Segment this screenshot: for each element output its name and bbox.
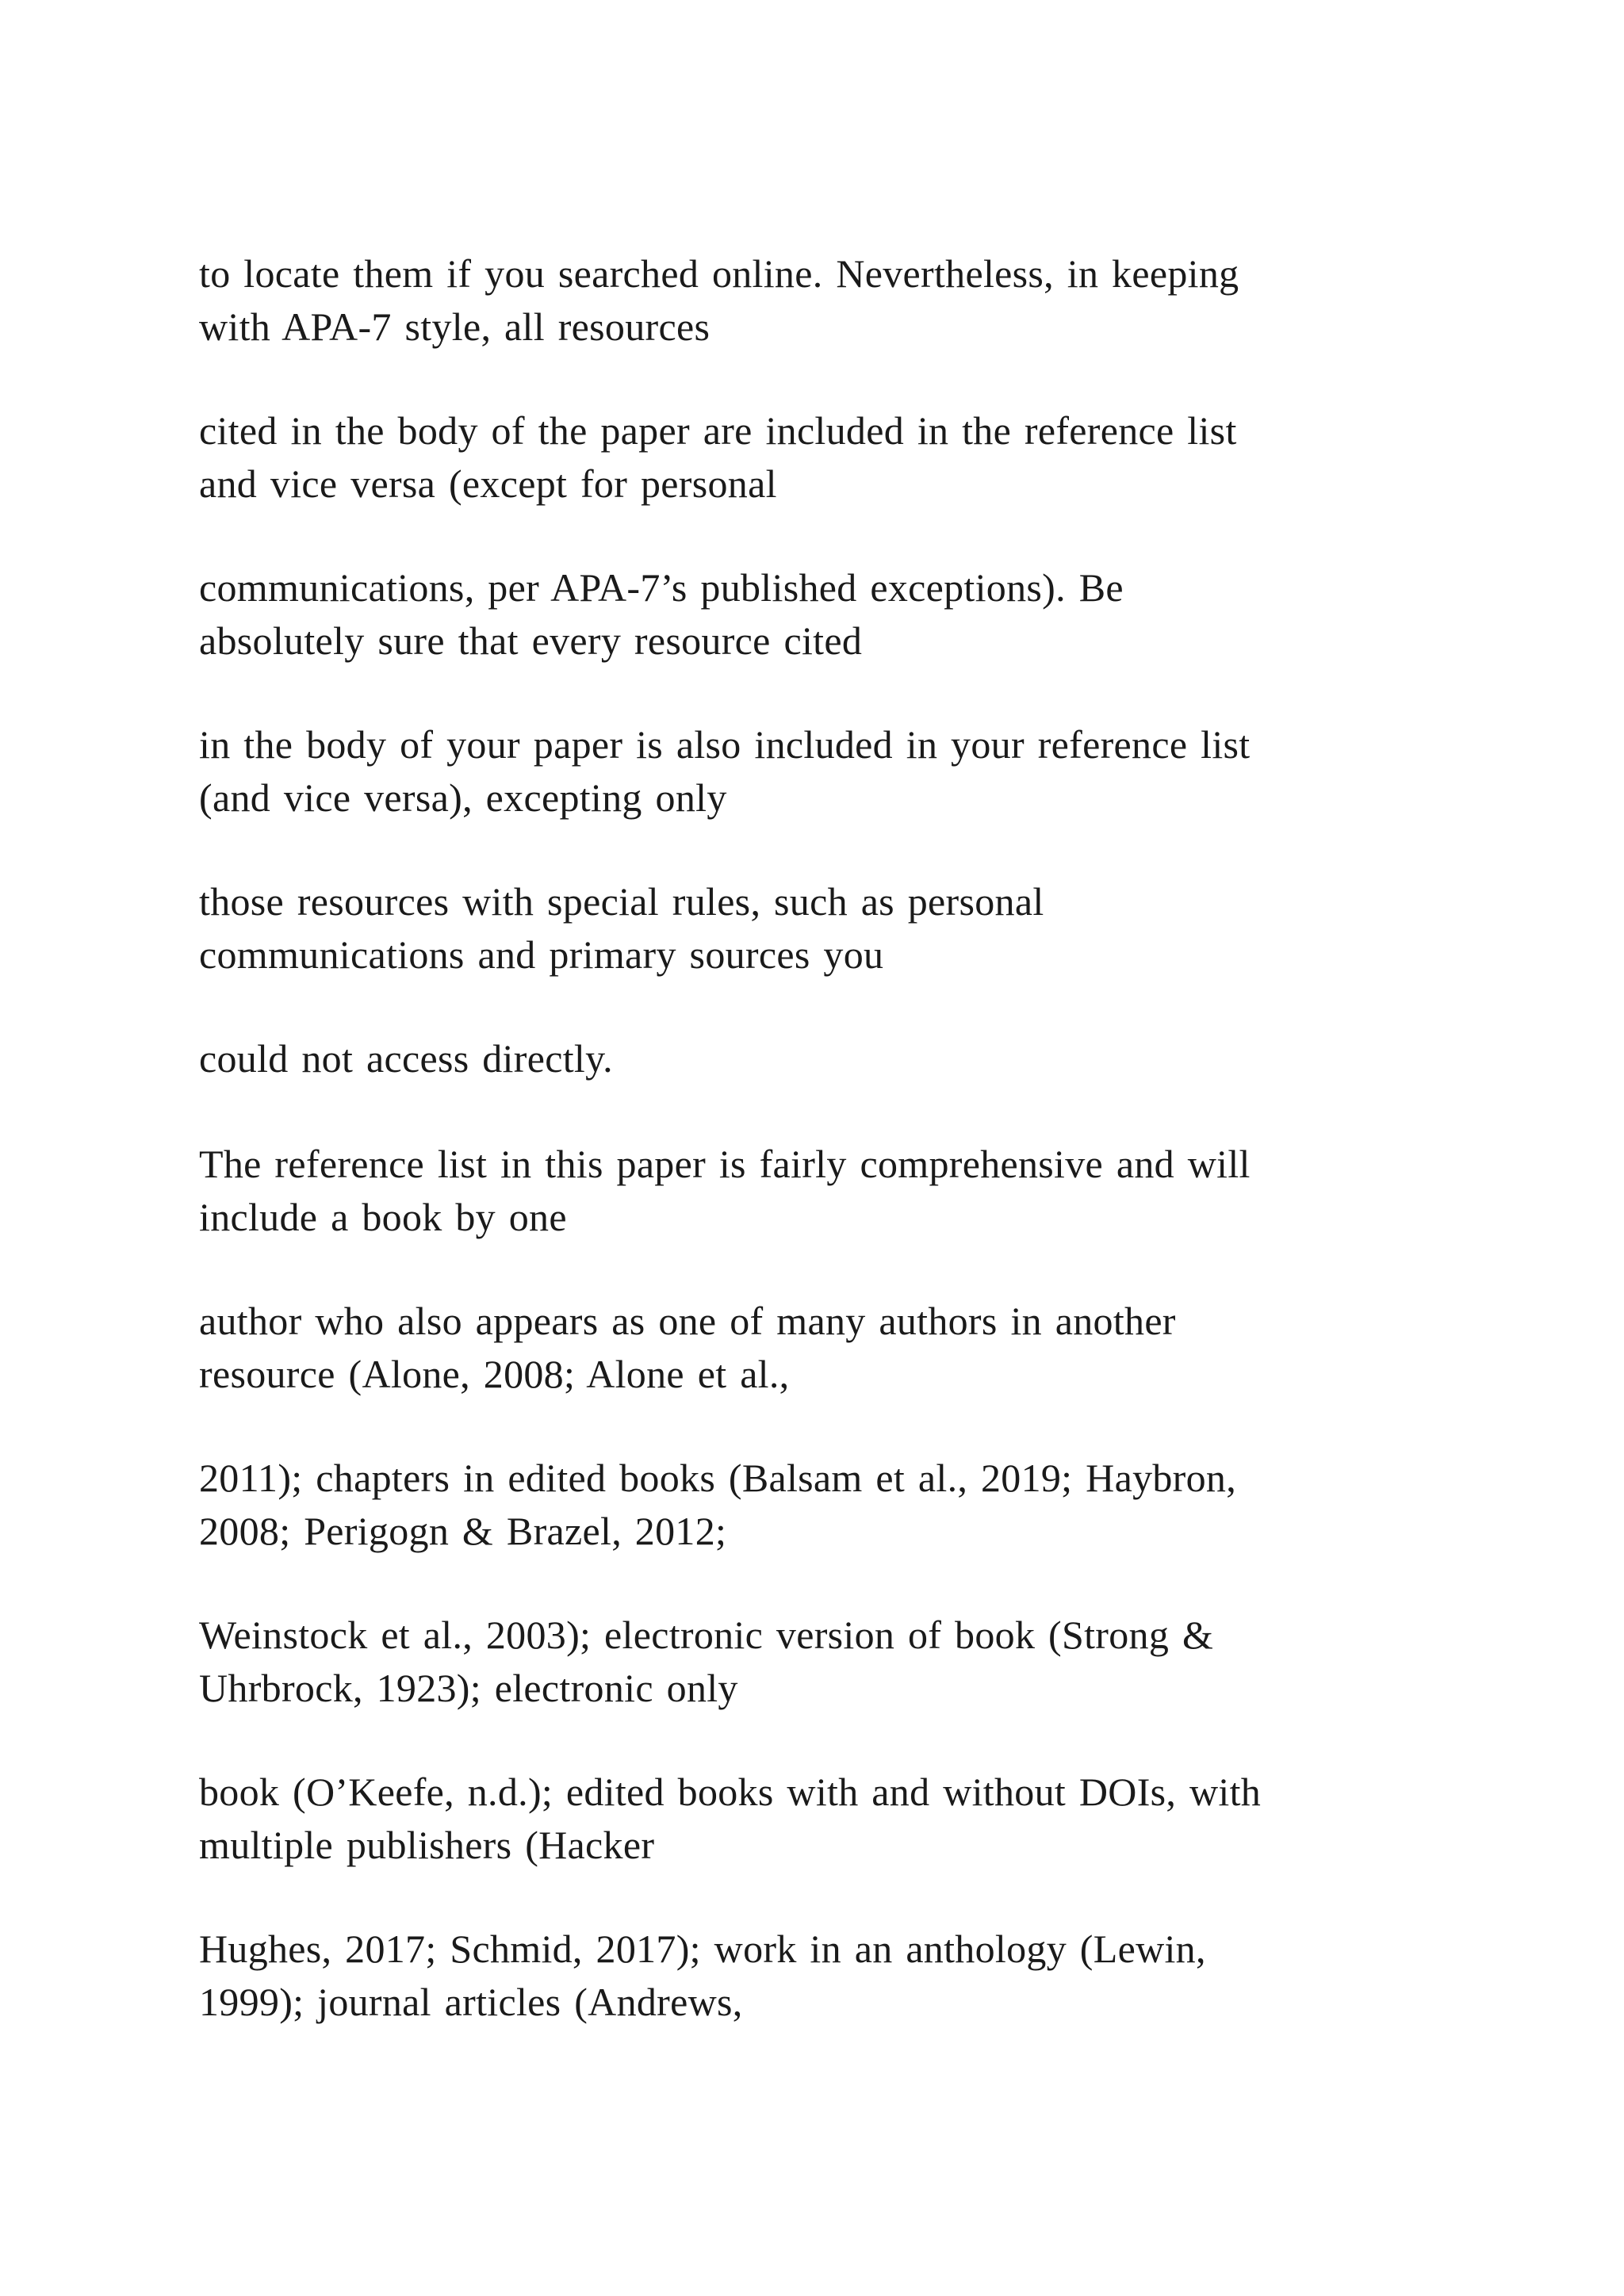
paragraph-11 xyxy=(199,1766,1515,1872)
paragraph-line: (and vice versa), excepting only xyxy=(199,775,727,820)
paragraph-line: multiple publishers (Hacker xyxy=(199,1823,655,1867)
paragraph-line: The reference list in this paper is fairly comprehensive and will xyxy=(199,1142,1251,1186)
paragraph-line: Weinstock et al., 2003); electronic version of book (Strong & xyxy=(199,1613,1214,1657)
paragraph-line: communications and primary sources you xyxy=(199,932,884,977)
paragraph-line: include a book by one xyxy=(199,1195,567,1239)
paragraph-line: cited in the body of the paper are included in the reference list xyxy=(199,408,1237,453)
paragraph-2 xyxy=(199,404,1515,511)
paragraph-line: author who also appears as one of many authors in another xyxy=(199,1299,1176,1343)
paragraph-line: book (O’Keefe, n.d.); edited books with and without DOIs, with xyxy=(199,1770,1262,1814)
paragraph-line: with APA-7 style, all resources xyxy=(199,304,710,349)
paragraph-line: Hughes, 2017; Schmid, 2017); work in an anthology (Lewin, xyxy=(199,1927,1206,1971)
paragraph-line: those resources with special rules, such as personal xyxy=(199,879,1044,924)
paragraph-line: Uhrbrock, 1923); electronic only xyxy=(199,1666,738,1710)
paragraph-line: 2008; Perigogn & Brazel, 2012; xyxy=(199,1509,727,1553)
paragraph-10 xyxy=(199,1609,1515,1715)
paragraph-line: absolutely sure that every resource cited xyxy=(199,618,863,663)
paragraph-7 xyxy=(199,1138,1515,1244)
paragraph-3 xyxy=(199,561,1515,668)
paragraph-4 xyxy=(199,718,1515,825)
paragraph-line: 1999); journal articles (Andrews, xyxy=(199,1980,743,2024)
paragraph-line: 2011); chapters in edited books (Balsam et al., 2019; Haybron, xyxy=(199,1456,1237,1500)
paragraph-line: communications, per APA-7’s published exceptions). Be xyxy=(199,565,1124,610)
paragraph-line: resource (Alone, 2008; Alone et al., xyxy=(199,1352,790,1396)
paragraph-line: could not access directly. xyxy=(199,1036,613,1081)
paragraph-line: in the body of your paper is also included in your reference list xyxy=(199,722,1251,767)
paragraph-line: and vice versa (except for personal xyxy=(199,461,777,506)
paragraph-line: to locate them if you searched online. Nevertheless, in keeping xyxy=(199,251,1239,296)
paragraph-1 xyxy=(199,247,1515,354)
paragraph-8 xyxy=(199,1295,1515,1401)
paragraph-5 xyxy=(199,875,1515,982)
paragraph-6 xyxy=(199,1032,1515,1085)
paragraph-9 xyxy=(199,1452,1515,1558)
paragraph-12 xyxy=(199,1923,1515,2029)
